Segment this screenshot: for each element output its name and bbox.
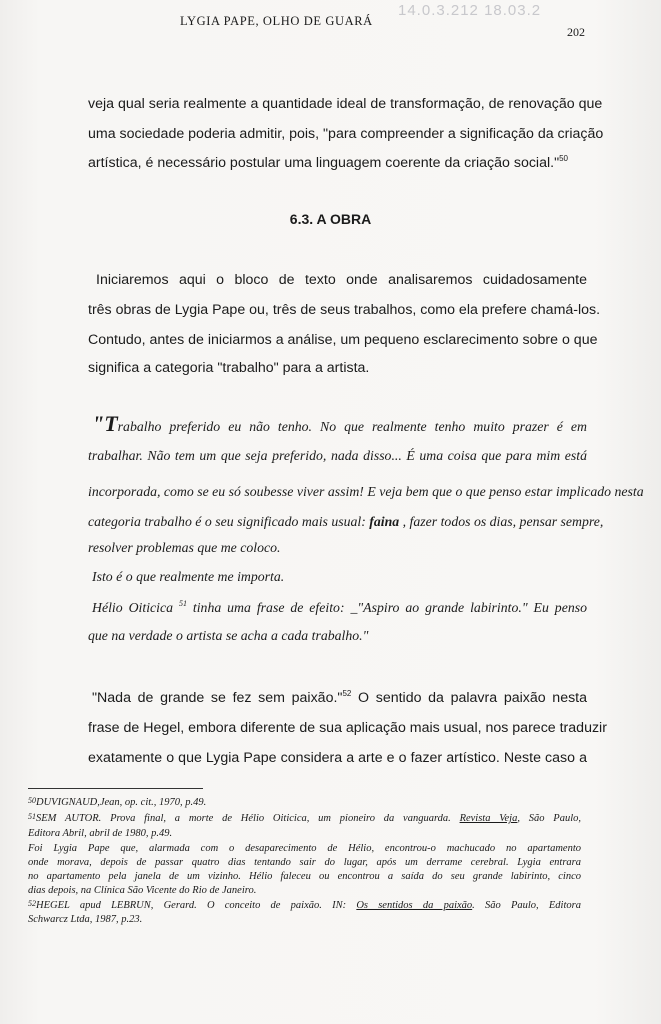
footnote-52-book: Os sentidos da paixão [356,900,473,911]
footnote-50 [28,797,581,808]
para2-line-1-a: "Nada de grande se fez sem paixão." [92,690,343,706]
footnote-51-number: 51 [28,812,36,821]
stamp-mark: 14.0.3.212 18.03.2 [398,2,542,19]
intro-line-1: veja qual seria realmente a quantidade ideal de transformação, de renovação que [88,96,603,112]
quote-line-4 [88,514,604,530]
quote-line-7-b: tinha uma frase de efeito: _"Aspiro ao grande labirinto." Eu penso [186,600,587,615]
footnote-ref-50: 50 [559,154,569,163]
footnote-50-number: 50 [28,796,36,805]
quote-line-5: resolver problemas que me coloco. [88,540,281,555]
quote-line-7-a: Hélio Oiticica [92,600,179,615]
section-title: 6.3. A OBRA [289,211,372,227]
footnote-51-b: , São Paulo, [517,813,581,824]
quote-line-2: trabalhar. Não tem um que seja preferido, nada disso... É uma coisa que para mim está [88,448,587,463]
para2-line-1-b: O sentido da palavra paixão nesta [351,690,588,706]
quote-line-6: Isto é o que realmente me importa. [92,569,285,584]
quote-line-1-text: rabalho preferido eu não tenho. No que realmente tenho muito prazer é em [117,419,587,434]
footnote-52 [28,900,581,911]
page-number: 202 [567,25,585,39]
quote-line-4-a: categoria trabalho é o seu significado mais usual: [88,514,370,529]
footnote-51-line-3: Foi Lygia Pape que, alarmada com o desaparecimento de Hélio, encontrou-o machucado no apartamento [28,843,581,854]
footnote-50-text: DUVIGNAUD,Jean, op. cit., 1970, p.49. [36,797,207,808]
footnote-51-journal: Revista Veja [459,813,518,824]
running-header: LYGIA PAPE, OLHO DE GUARÁ [180,14,373,28]
para1-line-4: significa a categoria "trabalho" para a artista. [88,360,370,376]
intro-line-3 [88,155,587,171]
footnote-51-a: SEM AUTOR. Prova final, a morte de Hélio Oiticica, um pioneiro da vanguarda. [36,813,460,824]
para2-line-2: frase de Hegel, embora diferente de sua aplicação mais usual, nos parece traduzir [88,720,607,736]
para2-line-1 [92,690,587,706]
footnote-52-line-2: Schwarcz Ltda, 1987, p.23. [28,914,143,925]
footnote-52-a: HEGEL apud LEBRUN, Gerard. O conceito de paixão. IN: [36,900,357,911]
quote-line-3: incorporada, como se eu só soubesse viver assim! E veja bem que o que penso estar implicado nesta [88,484,644,499]
quote-line-1 [92,413,587,435]
intro-line-3-text: artística, é necessário postular uma linguagem coerente da criação social." [88,155,560,171]
footnote-51-line-5: no apartamento pela janela de um vizinho. Hélio faleceu ou encontrou a saída do seu grande labirinto, cinco [28,871,581,882]
footnote-51-line-6: dias depois, na Clínica São Vicente do Rio de Janeiro. [28,885,257,896]
quote-drop-letter: T [104,411,118,436]
footnote-51 [28,813,581,824]
quote-line-8: que na verdade o artista se acha a cada trabalho." [88,628,369,643]
footnote-51-line-4: onde morava, depois de passar quatro dias tentando sair do lugar, após um derrame cerebral. Lygia entrara [28,857,581,868]
para2-line-3: exatamente o que Lygia Pape considera a arte e o fazer artístico. Neste caso a [88,750,587,766]
footnote-ref-52: 52 [342,689,352,698]
para1-line-3: Contudo, antes de iniciarmos a análise, um pequeno esclarecimento sobre o que [88,332,598,348]
footnote-divider [28,788,203,789]
footnote-52-number: 52 [28,899,36,908]
intro-line-2: uma sociedade poderia admitir, pois, "para compreender a significação da criação [88,126,604,142]
quote-open-mark: " [92,411,105,436]
footnote-51-line-2: Editora Abril, abril de 1980, p.49. [28,828,173,839]
para1-line-1: Iniciaremos aqui o bloco de texto onde analisaremos cuidadosamente [96,272,587,288]
footnote-ref-51: 51 [178,599,187,608]
para1-line-2: três obras de Lygia Pape ou, três de seus trabalhos, como ela prefere chamá-los. [88,302,601,318]
quote-line-7 [92,600,587,616]
footnote-52-b: . São Paulo, Editora [472,900,581,911]
quote-bold-word: faina [369,514,400,529]
quote-line-4-b: , fazer todos os dias, pensar sempre, [399,514,604,529]
